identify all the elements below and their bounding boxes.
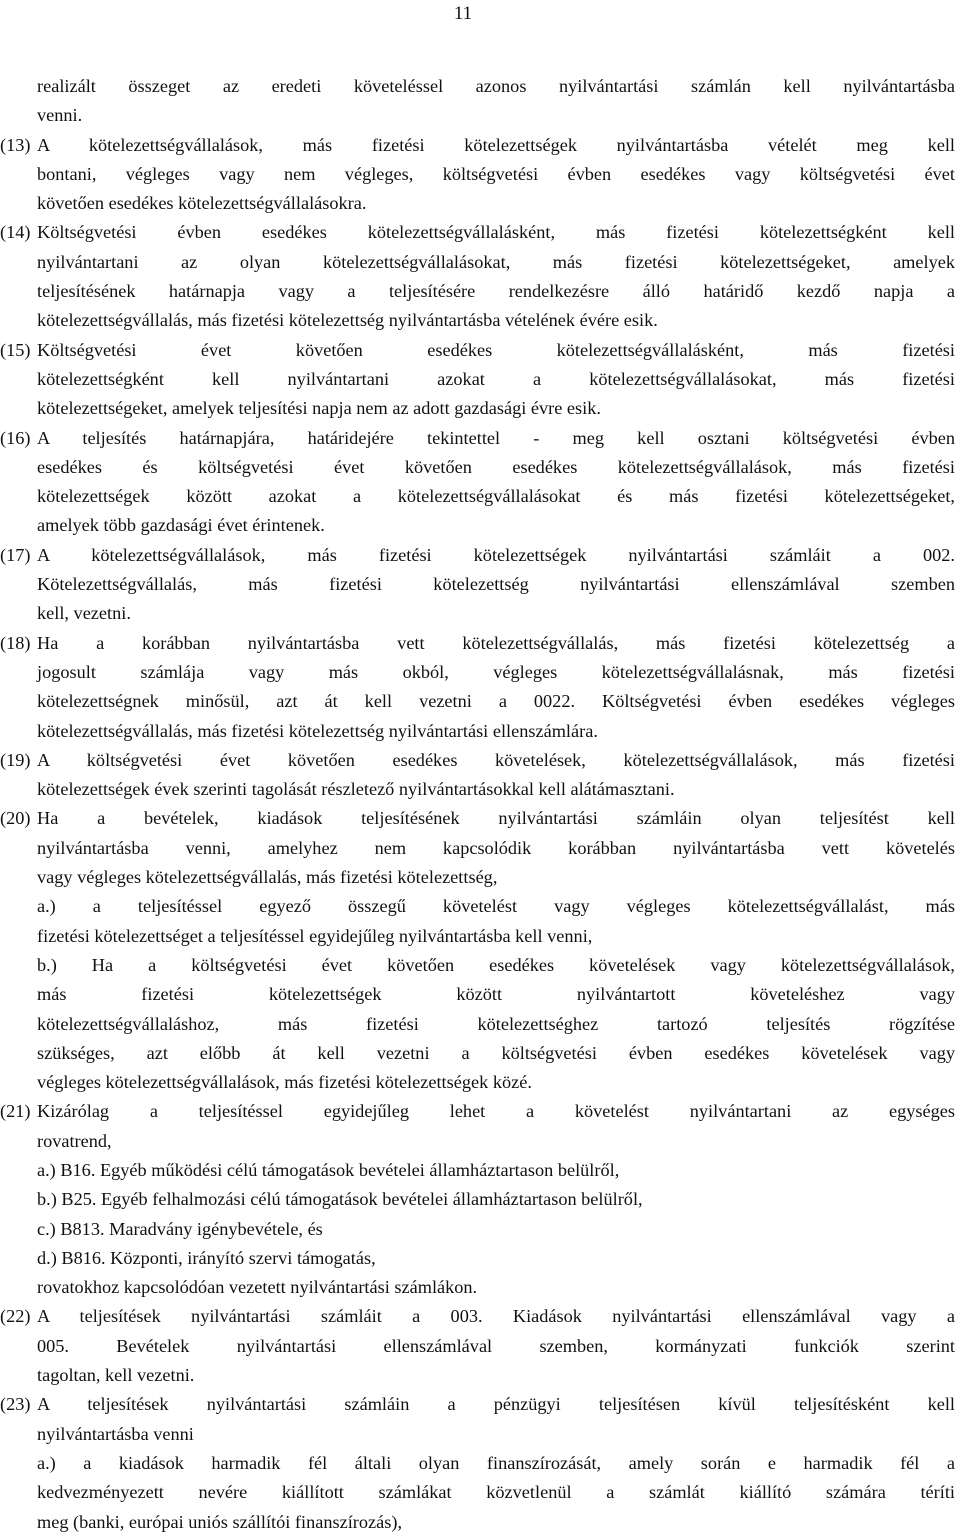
text-line	[0, 189, 955, 218]
text-line	[0, 1302, 955, 1331]
text-line	[0, 453, 955, 482]
text-line	[0, 775, 955, 804]
paragraph-number: (14)	[0, 222, 31, 243]
line-text: A teljesítések nyilvántartási számláin a pénzügyi teljesítésen kívül teljesítésként kell	[37, 1394, 955, 1415]
line-text: a.) B16. Egyéb működési célú támogatások bevételei államháztartason belülről,	[37, 1159, 620, 1180]
line-text: követően esedékes kötelezettségvállalásokra.	[37, 193, 367, 214]
text-line	[0, 1127, 955, 1156]
line-text: kötelezettségvállaláshoz, más fizetési kötelezettséghez tartozó teljesítés rögzítése	[37, 1013, 955, 1034]
text-line	[0, 892, 955, 921]
text-line	[0, 1068, 955, 1097]
text-line	[0, 101, 955, 130]
paragraph-number: (19)	[0, 749, 31, 770]
line-text: kötelezettségeket, amelyek teljesítési napja nem az adott gazdasági évre esik.	[37, 398, 601, 419]
paragraph-13	[0, 131, 955, 219]
text-line	[0, 1420, 955, 1449]
line-text: a.) a teljesítéssel egyező összegű követelést vagy végleges kötelezettségvállalást, más	[37, 896, 955, 917]
paragraph-22	[0, 1302, 955, 1390]
paragraph-17	[0, 541, 955, 629]
line-text: Kizárólag a teljesítéssel egyidejűleg lehet a követelést nyilvántartani az egységes	[37, 1101, 955, 1122]
paragraph-number: (15)	[0, 339, 31, 360]
text-line	[0, 218, 955, 247]
line-text: b.) B25. Egyéb felhalmozási célú támogatások bevételei államháztartason belülről,	[37, 1189, 643, 1210]
line-text: nyilvántartásba venni	[37, 1423, 194, 1444]
line-text: A teljesítés határnapjára, határidejére tekintettel - meg kell osztani költségvetési évben	[37, 427, 955, 448]
line-text: venni.	[37, 105, 83, 126]
line-text: A költségvetési évet követően esedékes követelések, kötelezettségvállalások, más fizetési	[37, 749, 955, 770]
line-text: rovatokhoz kapcsolódóan vezetett nyilvántartási számlákon.	[37, 1277, 478, 1298]
text-line	[0, 248, 955, 277]
text-line	[0, 131, 955, 160]
line-text: A kötelezettségvállalások, más fizetési kötelezettségek nyilvántartási számláit a 002.	[37, 544, 955, 565]
line-text: nyilvántartani az olyan kötelezettségvállalásokat, más fizetési kötelezettségeket, amelyek	[37, 251, 955, 272]
text-line	[0, 365, 955, 394]
line-text: 005. Bevételek nyilvántartási ellenszámlával szemben, kormányzati funkciók szerint	[37, 1335, 955, 1356]
line-text: esedékes és költségvetési évet követően esedékes kötelezettségvállalások, más fizetési	[37, 456, 955, 477]
line-text: a.) a kiadások harmadik fél általi olyan finanszírozását, amely során e harmadik fél a	[37, 1452, 955, 1473]
paragraph-number: (17)	[0, 544, 31, 565]
text-line	[0, 629, 955, 658]
line-text: c.) B813. Maradvány igénybevétele, és	[37, 1218, 323, 1239]
paragraph-14	[0, 218, 955, 335]
text-line	[0, 922, 955, 951]
paragraph-number: (13)	[0, 134, 31, 155]
text-line	[0, 424, 955, 453]
line-text: kötelezettségnek minősül, azt át kell vezetni a 0022. Költségvetési évben esedékes végleges	[37, 691, 955, 712]
line-text: kedvezményezett nevére kiállított számlákat közvetlenül a számlát kiállító számára téríti	[37, 1482, 955, 1503]
page-number: 11	[453, 3, 473, 24]
paragraph-19	[0, 746, 955, 805]
text-line	[0, 306, 955, 335]
paragraph-continued	[0, 72, 955, 131]
paragraph-number: (18)	[0, 632, 31, 653]
text-line	[0, 1273, 955, 1302]
line-text: kell, vezetni.	[37, 603, 131, 624]
paragraph-number: (23)	[0, 1394, 31, 1415]
line-text: vagy végleges kötelezettségvállalás, más fizetési kötelezettség,	[37, 867, 498, 888]
text-line	[0, 511, 955, 540]
text-line	[0, 1449, 955, 1478]
text-line	[0, 599, 955, 628]
text-line	[0, 570, 955, 599]
line-text: realizált összeget az eredeti követeléssel azonos nyilvántartási számlán kell nyilvántartásba	[37, 76, 955, 96]
line-text: kötelezettségek között azokat a kötelezettségvállalásokat és más fizetési kötelezettségeket,	[37, 486, 955, 507]
text-line	[0, 1156, 955, 1185]
line-text: Kötelezettségvállalás, más fizetési kötelezettség nyilvántartási ellenszámlával szemben	[37, 574, 955, 595]
text-line	[0, 1478, 955, 1507]
line-text: kötelezettségvállalás, más fizetési kötelezettség nyilvántartásba vételének évére esik.	[37, 310, 658, 331]
paragraph-16	[0, 424, 955, 541]
text-line	[0, 1508, 955, 1537]
line-text: meg (banki, európai uniós szállítói finanszírozás),	[37, 1511, 403, 1532]
line-text: b.) Ha a költségvetési évet követően esedékes követelések vagy kötelezettségvállalások,	[37, 954, 955, 975]
text-line	[0, 394, 955, 423]
line-text: d.) B816. Központi, irányító szervi támogatás,	[37, 1247, 376, 1268]
paragraph-number: (20)	[0, 808, 31, 829]
line-text: rovatrend,	[37, 1130, 112, 1151]
text-line	[0, 658, 955, 687]
paragraph-number: (21)	[0, 1101, 31, 1122]
text-line	[0, 863, 955, 892]
text-line	[0, 1039, 955, 1068]
line-text: nyilvántartásba venni, amelyhez nem kapcsolódik korábban nyilvántartásba vett követelés	[37, 837, 955, 858]
text-line	[0, 72, 955, 101]
text-line	[0, 1332, 955, 1361]
line-text: kötelezettségek évek szerinti tagolását részletező nyilvántartásokkal kell alátámasztani.	[37, 779, 675, 800]
paragraph-18	[0, 629, 955, 746]
line-text: kötelezettségként kell nyilvántartani azokat a kötelezettségvállalásokat, más fizetési	[37, 368, 955, 389]
paragraph-21	[0, 1097, 955, 1302]
text-line	[0, 1097, 955, 1126]
text-line	[0, 1010, 955, 1039]
paragraph-23	[0, 1390, 955, 1536]
text-line	[0, 541, 955, 570]
line-text: Költségvetési évet követően esedékes kötelezettségvállalásként, más fizetési	[37, 339, 955, 360]
paragraph-15	[0, 336, 955, 424]
text-line	[0, 1361, 955, 1390]
line-text: tagoltan, kell vezetni.	[37, 1365, 195, 1386]
line-text: szükséges, azt előbb át kell vezetni a költségvetési évben esedékes követelések vagy	[37, 1042, 955, 1063]
text-line	[0, 1390, 955, 1419]
text-line	[0, 1185, 955, 1214]
line-text: fizetési kötelezettséget a teljesítéssel egyidejűleg nyilvántartásba kell venni,	[37, 925, 593, 946]
text-line	[0, 336, 955, 365]
text-line	[0, 951, 955, 980]
line-text: végleges kötelezettségvállalások, más fizetési kötelezettségek közé.	[37, 1072, 532, 1093]
line-text: A teljesítések nyilvántartási számláit a 003. Kiadások nyilvántartási ellenszámlával vagy a	[37, 1306, 955, 1327]
paragraph-20	[0, 804, 955, 1097]
line-text: Ha a korábban nyilvántartásba vett kötelezettségvállalás, más fizetési kötelezettség a	[37, 632, 955, 653]
text-line	[0, 980, 955, 1009]
text-line	[0, 804, 955, 833]
text-line	[0, 834, 955, 863]
line-text: teljesítésének határnapja vagy a teljesítésére rendelkezésre álló határidő kezdő napja a	[37, 281, 955, 302]
line-text: Költségvetési évben esedékes kötelezettségvállalásként, más fizetési kötelezettségként kell	[37, 222, 955, 243]
paragraph-number: (22)	[0, 1306, 31, 1327]
text-line	[0, 1244, 955, 1273]
line-text: Ha a bevételek, kiadások teljesítésének nyilvántartási számláin olyan teljesítést kell	[37, 808, 955, 829]
line-text: A kötelezettségvállalások, más fizetési kötelezettségek nyilvántartásba vételét meg kell	[37, 134, 955, 155]
line-text: amelyek több gazdasági évet érintenek.	[37, 515, 325, 536]
text-line	[0, 277, 955, 306]
line-text: bontani, végleges vagy nem végleges, költségvetési évben esedékes vagy költségvetési évet	[37, 163, 955, 184]
text-line	[0, 746, 955, 775]
paragraph-number: (16)	[0, 427, 31, 448]
text-line	[0, 687, 955, 716]
line-text: kötelezettségvállalás, más fizetési kötelezettség nyilvántartási ellenszámlára.	[37, 720, 598, 741]
text-line	[0, 160, 955, 189]
document-body	[0, 72, 955, 1537]
text-line	[0, 1215, 955, 1244]
line-text: jogosult számlája vagy más okból, végleges kötelezettségvállalásnak, más fizetési	[37, 661, 955, 682]
text-line	[0, 717, 955, 746]
line-text: más fizetési kötelezettségek között nyilvántartott követeléshez vagy	[37, 984, 955, 1005]
text-line	[0, 482, 955, 511]
